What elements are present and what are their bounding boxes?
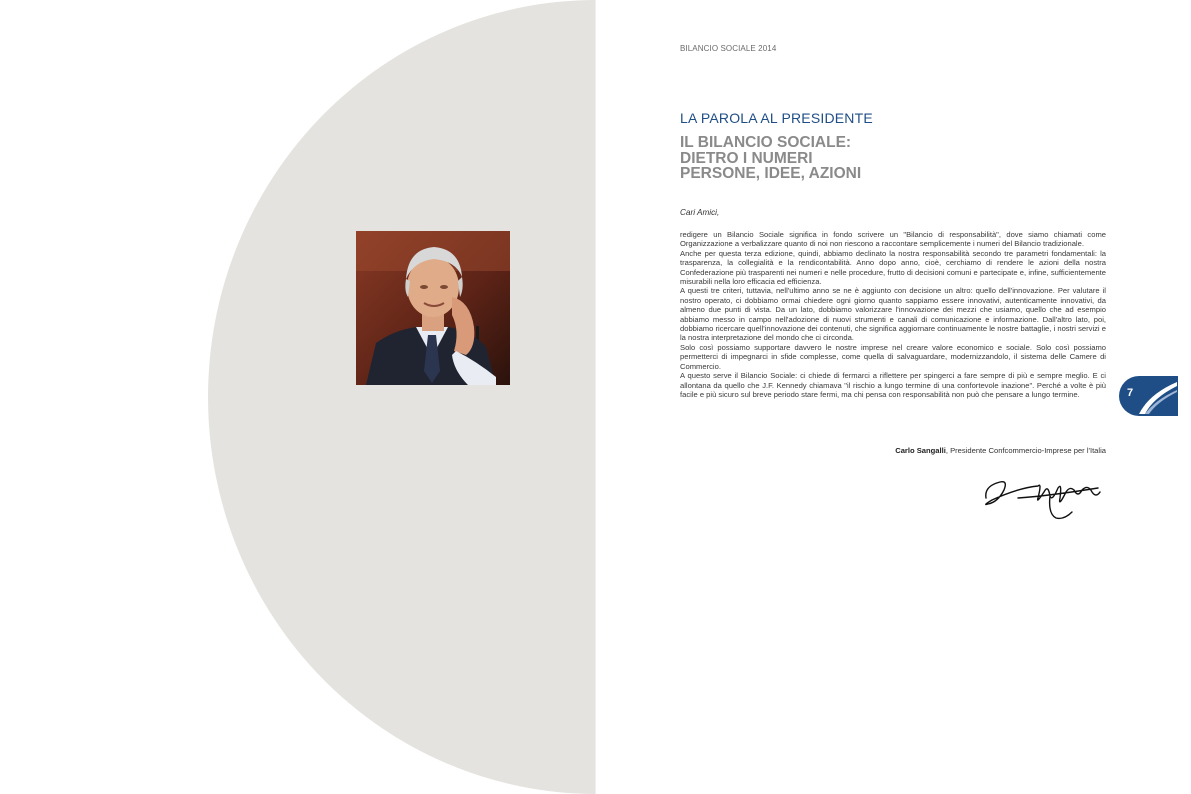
signatory-name: Carlo Sangalli xyxy=(895,446,946,455)
running-header: BILANCIO SOCIALE 2014 xyxy=(680,44,777,53)
signature-line xyxy=(680,446,1106,455)
page-number-tab xyxy=(1119,376,1178,416)
salutation: Cari Amici, xyxy=(680,208,720,217)
headline xyxy=(680,135,940,182)
headline-line: PERSONE, IDEE, AZIONI xyxy=(680,165,862,182)
body-paragraph: Anche per questa terza edizione, quindi, abbiamo declinato la nostra responsabilità secondo tre parametri fondamentali: la trasparenza, la collegialità e la rendicontabilità. Anno dopo anno, cioè, cerchiamo di rendere le azioni della nostra Confederazione più trasparenti nei numeri e nelle procedure, frutto di decisioni comuni e partecipate e, infine, sufficientemente misurabili nella loro efficacia ed efficienza. xyxy=(680,248,1106,287)
letter-body xyxy=(680,230,1106,399)
headline-line: DIETRO I NUMERI xyxy=(680,149,813,167)
section-title: LA PAROLA AL PRESIDENTE xyxy=(680,110,873,126)
body-paragraph: redigere un Bilancio Sociale significa in fondo scrivere un "Bilancio di responsabilità", dove siamo chiamati come Organizzazione a verbalizzare quanto di noi non riescono a raccontare semplicemente i numeri del Bilancio tradizionale. xyxy=(680,230,1106,249)
president-portrait-photo xyxy=(356,231,510,385)
signatory-role: , Presidente Confcommercio-Imprese per l'Italia xyxy=(945,446,1106,455)
headline-line: IL BILANCIO SOCIALE: xyxy=(680,134,852,151)
page-divider xyxy=(595,0,596,794)
body-paragraph: Solo così possiamo supportare davvero le nostre imprese nel creare valore economico e sociale. Solo così possiamo permetterci di impegnarci in sfide complesse, come quella di salvaguardare, modernizzandolo, il sistema delle Camere di Commercio. xyxy=(680,342,1106,371)
body-paragraph: A questi tre criteri, tuttavia, nell'ultimo anno se ne è aggiunto con decisione un altro: quello dell'innovazione. Per valutare il nostro operato, ci dobbiamo ormai chiedere ogni giorno quanto sappiamo essere innovativi, autenticamente innovativi, da almeno due punti di vista. Da un lato, dobbiamo valorizzare l'innovazione dei mezzi che usiamo, quello che ad esempio abbiamo messo in campo nell'adozione di nuovi strumenti e canali di comunicazione e informazione. Dall'altro lato, poi, dobbiamo ricercare quell'innovazione dei contenuti, che significa aggiornare continuamente le nostre battaglie, i nostri servizi e la nostra interpretazione del mondo che ci circonda. xyxy=(680,286,1106,343)
decorative-half-disc xyxy=(208,0,596,794)
page-number: 7 xyxy=(1127,387,1134,399)
handwritten-signature xyxy=(978,468,1108,524)
body-paragraph: A questo serve il Bilancio Sociale: ci chiede di fermarci a riflettere per spingerci a fare sempre di più e sempre meglio. E ci allontana da quello che J.F. Kennedy chiamava "il rischio a lungo termine di una confortevole inazione". Perché a volte è più facile e più sicuro sul breve periodo stare fermi, ma chi pensa con responsabilità non può che pensare a lungo termine. xyxy=(680,371,1106,399)
